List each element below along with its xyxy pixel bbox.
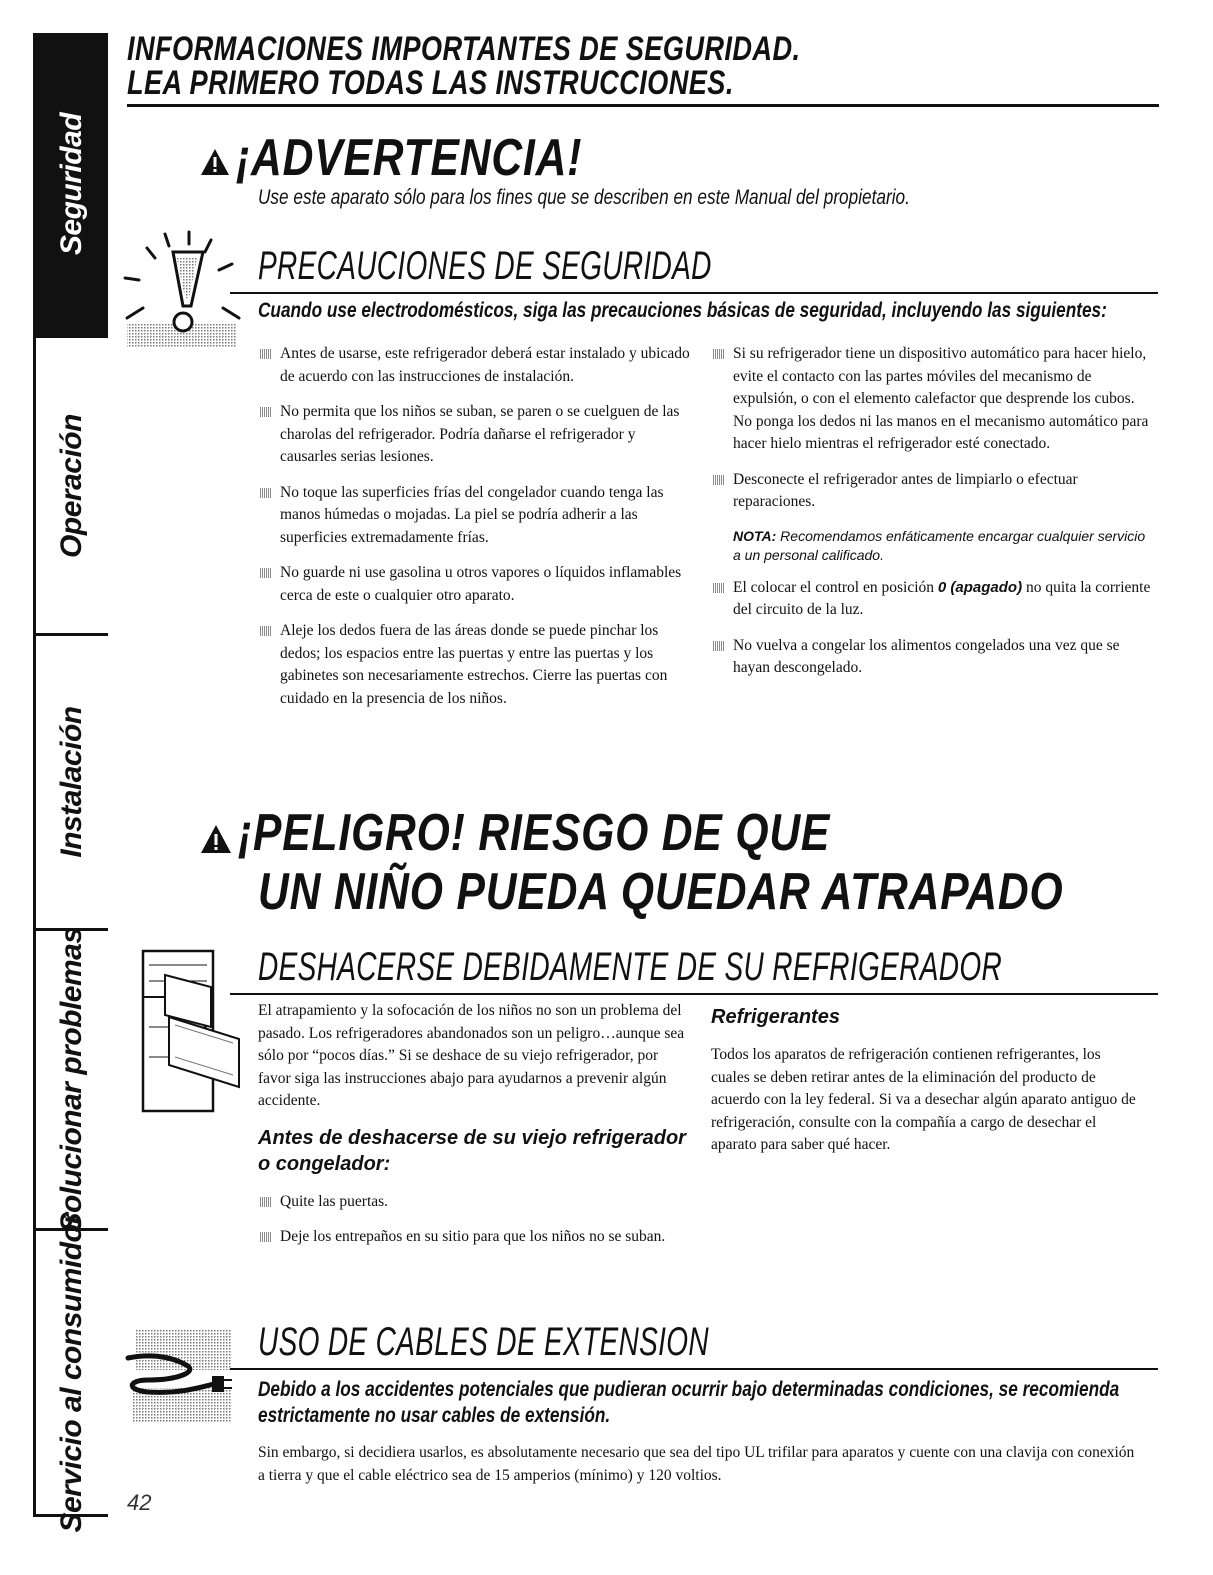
list-item: No vuelva a congelar los alimentos congelados una vez que se hayan descongelado. — [711, 635, 1156, 680]
extension-body: Sin embargo, si decidiera usarlos, es absolutamente necesario que sea del tipo UL trifilar para aparatos y cuente con una clavija con conexión a tierra y que el cable eléctrico sea de 15 amperios (mínimo) y 120 voltios. — [258, 1444, 1135, 1484]
tab-servicio-al-consumidor[interactable] — [36, 1212, 108, 1533]
bullet-icon — [713, 349, 725, 359]
refrigerants-body: Todos los aparatos de refrigeración contienen refrigerantes, los cuales se deben retirar antes de la eliminación del producto de acuerdo con la ley federal. Si va a desechar algún aparato antiguo de refrigeración, consulte con la compañía a cargo de desechar el aparato para saber qué hacer. — [711, 1046, 1136, 1153]
note-text: Recomendamos enfáticamente encargar cualquier servicio a un personal calificado. — [733, 527, 1146, 563]
side-tabs — [33, 33, 108, 1533]
extension-intro: Debido a los accidentes potenciales que pudieran ocurrir bajo determinadas condiciones, se recomienda estrictamente no usar cables de extensión. — [258, 1378, 1120, 1427]
refrigerator-illustration — [135, 947, 245, 1117]
list-item: Antes de usarse, este refrigerador deberá estar instalado y ubicado de acuerdo con las instrucciones de instalación. — [258, 343, 690, 388]
tab-instalacion[interactable] — [36, 636, 108, 931]
bullet-icon — [713, 475, 725, 485]
tab-operacion[interactable] — [36, 338, 108, 636]
refrigerants-column — [711, 1004, 1141, 1169]
precautions-intro: Cuando use electrodomésticos, siga las precauciones básicas de seguridad, incluyendo las siguientes: — [258, 299, 1107, 322]
page-number: 42 — [127, 1490, 152, 1515]
header-rule — [127, 104, 1159, 107]
warning-triangle-icon — [200, 148, 230, 176]
warning-subtitle: Use este aparato sólo para los fines que se describen en este Manual del propietario. — [258, 186, 910, 209]
refrigerants-heading: Refrigerantes — [711, 1006, 840, 1028]
bullet-icon — [713, 583, 725, 593]
extension-cord-icon — [118, 1330, 236, 1425]
precautions-rule — [230, 292, 1158, 294]
disposal-title: DESHACERSE DEBIDAMENTE DE SU REFRIGERADOR — [258, 945, 1003, 989]
bullet-icon — [260, 568, 272, 578]
tab-label: Servicio al consumidor — [55, 1212, 88, 1533]
tab-label: Solucionar problemas — [55, 926, 88, 1233]
note — [711, 527, 1156, 565]
tab-solucionar-problemas[interactable] — [36, 926, 108, 1233]
precautions-left-column — [258, 343, 690, 723]
list-item: Aleje los dedos fuera de las áreas donde se puede pinchar los dedos; los espacios entre las puertas y entre las puertas y los gabinetes son necesariamente estrechos. Cierre las puertas con cuidado en la presencia de los niños. — [258, 620, 690, 710]
tab-seguridad[interactable] — [36, 33, 108, 338]
disposal-rule — [230, 993, 1158, 995]
bullet-icon — [260, 626, 272, 636]
before-disposal-heading: Antes de deshacerse de su viejo refrigerador o congelador: — [258, 1126, 686, 1175]
off-position-label: 0 (apagado) — [937, 578, 1023, 596]
extension-rule — [230, 1368, 1158, 1370]
bullet-icon — [260, 1197, 272, 1207]
list-item: Quite las puertas. — [258, 1191, 690, 1214]
list-item: Si su refrigerador tiene un dispositivo automático para hacer hielo, evite el contacto con las partes móviles del mecanismo de expulsión, o con el elemento calefactor que desprende los cubos. No ponga los dedos ni las manos en el mecanismo automático para hacer hielo mientras el refrigerador esté conectado. — [711, 343, 1156, 456]
danger-line-1: ¡PELIGRO! RIESGO DE QUE — [238, 804, 831, 862]
disposal-body: El atrapamiento y la sofocación de los niños no son un problema del pasado. Los refrigeradores abandonados son un peligro…aunque sea sólo por “pocos días.” Si se deshace de su viejo refrigerador, por favor siga las instrucciones abajo para ayudarnos a prevenir algún accidente. — [258, 1002, 685, 1109]
list-item: No toque las superficies frías del congelador cuando tenga las manos húmedas o mojadas. La piel se podría adherir a las superficies extremadamente frías. — [258, 482, 690, 550]
extension-title: USO DE CABLES DE EXTENSION — [258, 1320, 709, 1364]
caution-exclamation-icon — [117, 228, 247, 348]
precautions-title: PRECAUCIONES DE SEGURIDAD — [258, 244, 712, 288]
bullet-icon — [260, 488, 272, 498]
danger-triangle-icon — [200, 824, 232, 854]
warning-title: ¡ADVERTENCIA! — [236, 129, 583, 187]
note-label: NOTA: — [733, 527, 777, 544]
header-line-2: LEA PRIMERO TODAS LAS INSTRUCCIONES. — [127, 64, 734, 102]
list-item: Desconecte el refrigerador antes de limpiarlo o efectuar reparaciones. — [711, 469, 1156, 514]
disposal-left-column — [258, 1000, 690, 1262]
list-item: No permita que los niños se suban, se paren o se cuelguen de las charolas del refrigerador. Podría dañarse el refrigerador y causarles serias lesiones. — [258, 401, 690, 469]
tab-label: Seguridad — [55, 112, 88, 256]
tab-label: Instalación — [55, 706, 88, 858]
header-line-1: INFORMACIONES IMPORTANTES DE SEGURIDAD. — [127, 30, 801, 68]
list-item: No guarde ni use gasolina u otros vapores o líquidos inflamables cerca de este o cualquier otro aparato. — [258, 562, 690, 607]
bullet-icon — [713, 641, 725, 651]
danger-line-2: UN NIÑO PUEDA QUEDAR ATRAPADO — [258, 863, 1064, 921]
bullet-icon — [260, 407, 272, 417]
precautions-right-column — [711, 343, 1156, 693]
list-item: El colocar el control en posición 0 (apagado) no quita la corriente del circuito de la luz. — [711, 577, 1156, 622]
tab-label: Operación — [55, 413, 88, 558]
bullet-icon — [260, 349, 272, 359]
bullet-icon — [260, 1232, 272, 1242]
list-item: Deje los entrepaños en su sitio para que los niños no se suban. — [258, 1226, 690, 1249]
